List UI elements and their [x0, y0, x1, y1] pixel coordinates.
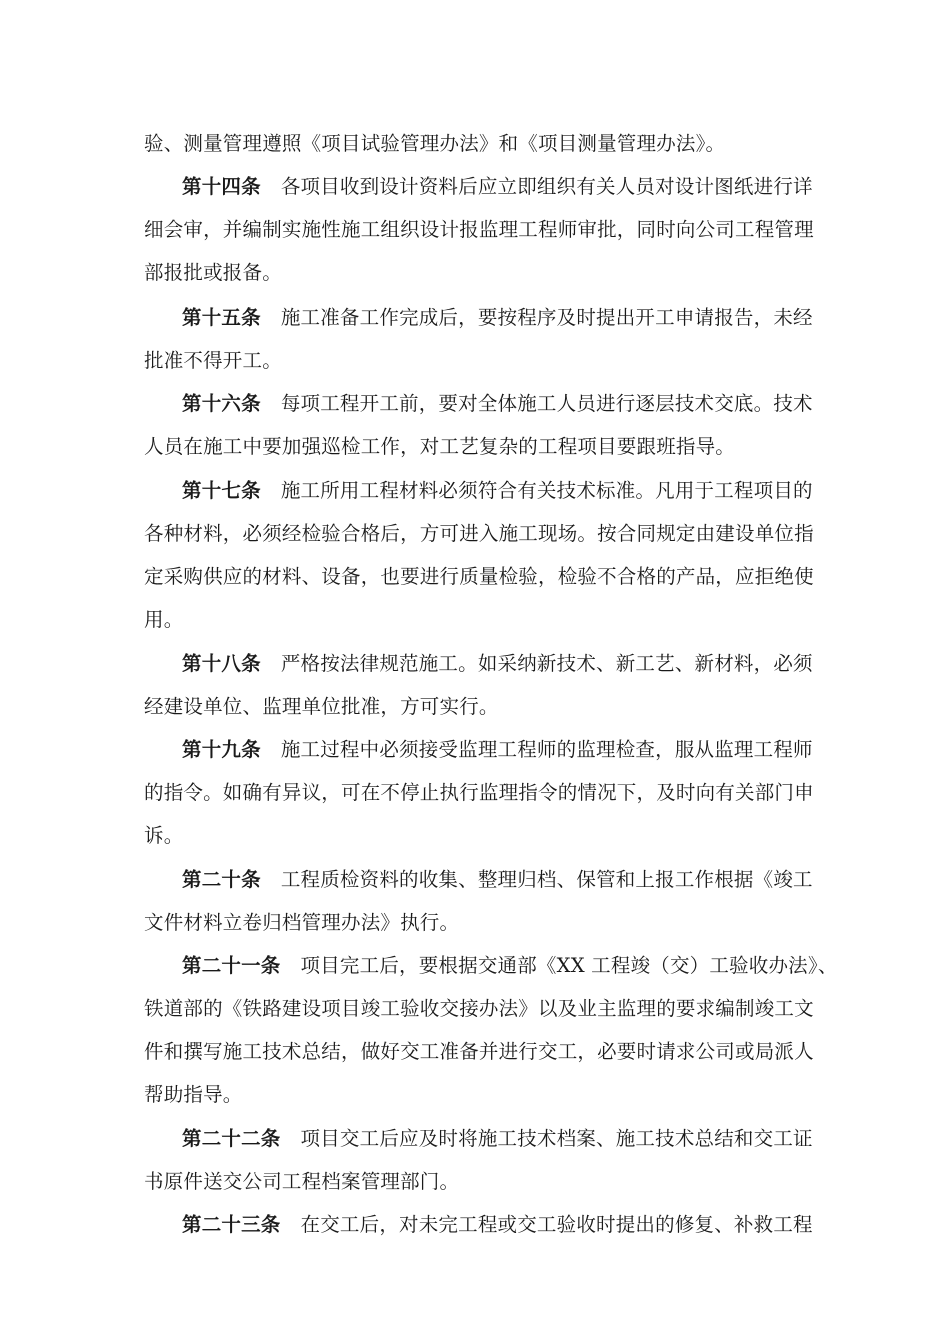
line-text: 项目完工后，要根据交通部《XX 工程竣（交）工验收办法》、	[300, 954, 838, 977]
article-15-heading-line	[182, 306, 814, 330]
paragraph-line	[144, 1040, 814, 1064]
article-number: 第十五条	[182, 306, 261, 329]
line-text: 人员在施工中要加强巡检工作，对工艺复杂的工程项目要跟班指导。	[144, 435, 736, 458]
paragraph-line	[144, 997, 814, 1021]
article-number: 第十七条	[182, 479, 261, 502]
line-text: 文件材料立卷归档管理办法》执行。	[144, 911, 460, 934]
line-text: 每项工程开工前，要对全体施工人员进行逐层技术交底。技术	[280, 392, 813, 415]
paragraph-line	[144, 911, 814, 935]
article-number: 第十九条	[182, 738, 261, 761]
line-text: 施工所用工程材料必须符合有关技术标准。凡用于工程项目的	[280, 479, 813, 502]
line-text: 帮助指导。	[144, 1083, 243, 1106]
article-number: 第十四条	[182, 175, 261, 198]
line-text: 施工过程中必须接受监理工程师的监理检查，服从监理工程师	[280, 738, 813, 761]
line-text: 各种材料，必须经检验合格后，方可进入施工现场。按合同规定由建设单位指	[144, 522, 814, 545]
line-text: 铁道部的《铁路建设项目竣工验收交接办法》以及业主监理的要求编制竣工文	[144, 997, 814, 1020]
article-number: 第二十二条	[182, 1127, 281, 1150]
line-text: 部报批或报备。	[144, 261, 282, 284]
paragraph-line	[144, 261, 814, 285]
paragraph-line	[144, 435, 814, 459]
line-text: 书原件送交公司工程档案管理部门。	[144, 1170, 460, 1193]
line-text: 工程质检资料的收集、整理归档、保管和上报工作根据《竣工	[280, 868, 813, 891]
line-text: 项目交工后应及时将施工技术档案、施工技术总结和交工证	[300, 1127, 813, 1150]
paragraph-line	[144, 565, 814, 589]
article-number: 第二十一条	[182, 954, 281, 977]
article-number: 第二十条	[182, 868, 261, 891]
article-19-heading-line	[182, 738, 814, 762]
line-text: 各项目收到设计资料后应立即组织有关人员对设计图纸进行详	[280, 175, 813, 198]
paragraph-line	[144, 608, 814, 632]
article-number: 第十八条	[182, 652, 261, 675]
paragraph-line	[144, 1083, 814, 1107]
line-text: 批准不得开工。	[144, 349, 282, 372]
article-17-heading-line	[182, 479, 814, 503]
line-text: 诉。	[144, 824, 184, 847]
article-number: 第二十三条	[182, 1213, 281, 1236]
line-text: 定采购供应的材料、设备，也要进行质量检验，检验不合格的产品，应拒绝使	[144, 565, 814, 588]
line-text: 在交工后，对未完工程或交工验收时提出的修复、补救工程	[300, 1213, 813, 1236]
article-22-heading-line	[182, 1127, 814, 1151]
line-text: 细会审，并编制实施性施工组织设计报监理工程师审批，同时向公司工程管理	[144, 218, 814, 241]
article-21-heading-line	[182, 954, 838, 978]
line-text: 的指令。如确有异议，可在不停止执行监理指令的情况下，及时向有关部门申	[144, 781, 814, 804]
paragraph-line	[144, 781, 814, 805]
article-14-heading-line	[182, 175, 814, 199]
article-16-heading-line	[182, 392, 814, 416]
article-23-heading-line	[182, 1213, 814, 1237]
line-text: 验、测量管理遵照《项目试验管理办法》和《项目测量管理办法》。	[144, 132, 726, 155]
line-text: 件和撰写施工技术总结，做好交工准备并进行交工，必要时请求公司或局派人	[144, 1040, 814, 1063]
article-number: 第十六条	[182, 392, 261, 415]
paragraph-line	[144, 349, 814, 373]
line-text: 施工准备工作完成后，要按程序及时提出开工申请报告，未经	[280, 306, 813, 329]
line-text: 经建设单位、监理单位批准，方可实行。	[144, 695, 499, 718]
paragraph-line	[144, 1170, 814, 1194]
paragraph-line	[144, 218, 814, 242]
paragraph-line	[144, 522, 814, 546]
line-text: 用。	[144, 608, 184, 631]
article-18-heading-line	[182, 652, 814, 676]
article-20-heading-line	[182, 868, 814, 892]
paragraph-line	[144, 132, 814, 156]
line-text: 严格按法律规范施工。如采纳新技术、新工艺、新材料，必须	[280, 652, 813, 675]
paragraph-line	[144, 824, 814, 848]
paragraph-line	[144, 695, 814, 719]
